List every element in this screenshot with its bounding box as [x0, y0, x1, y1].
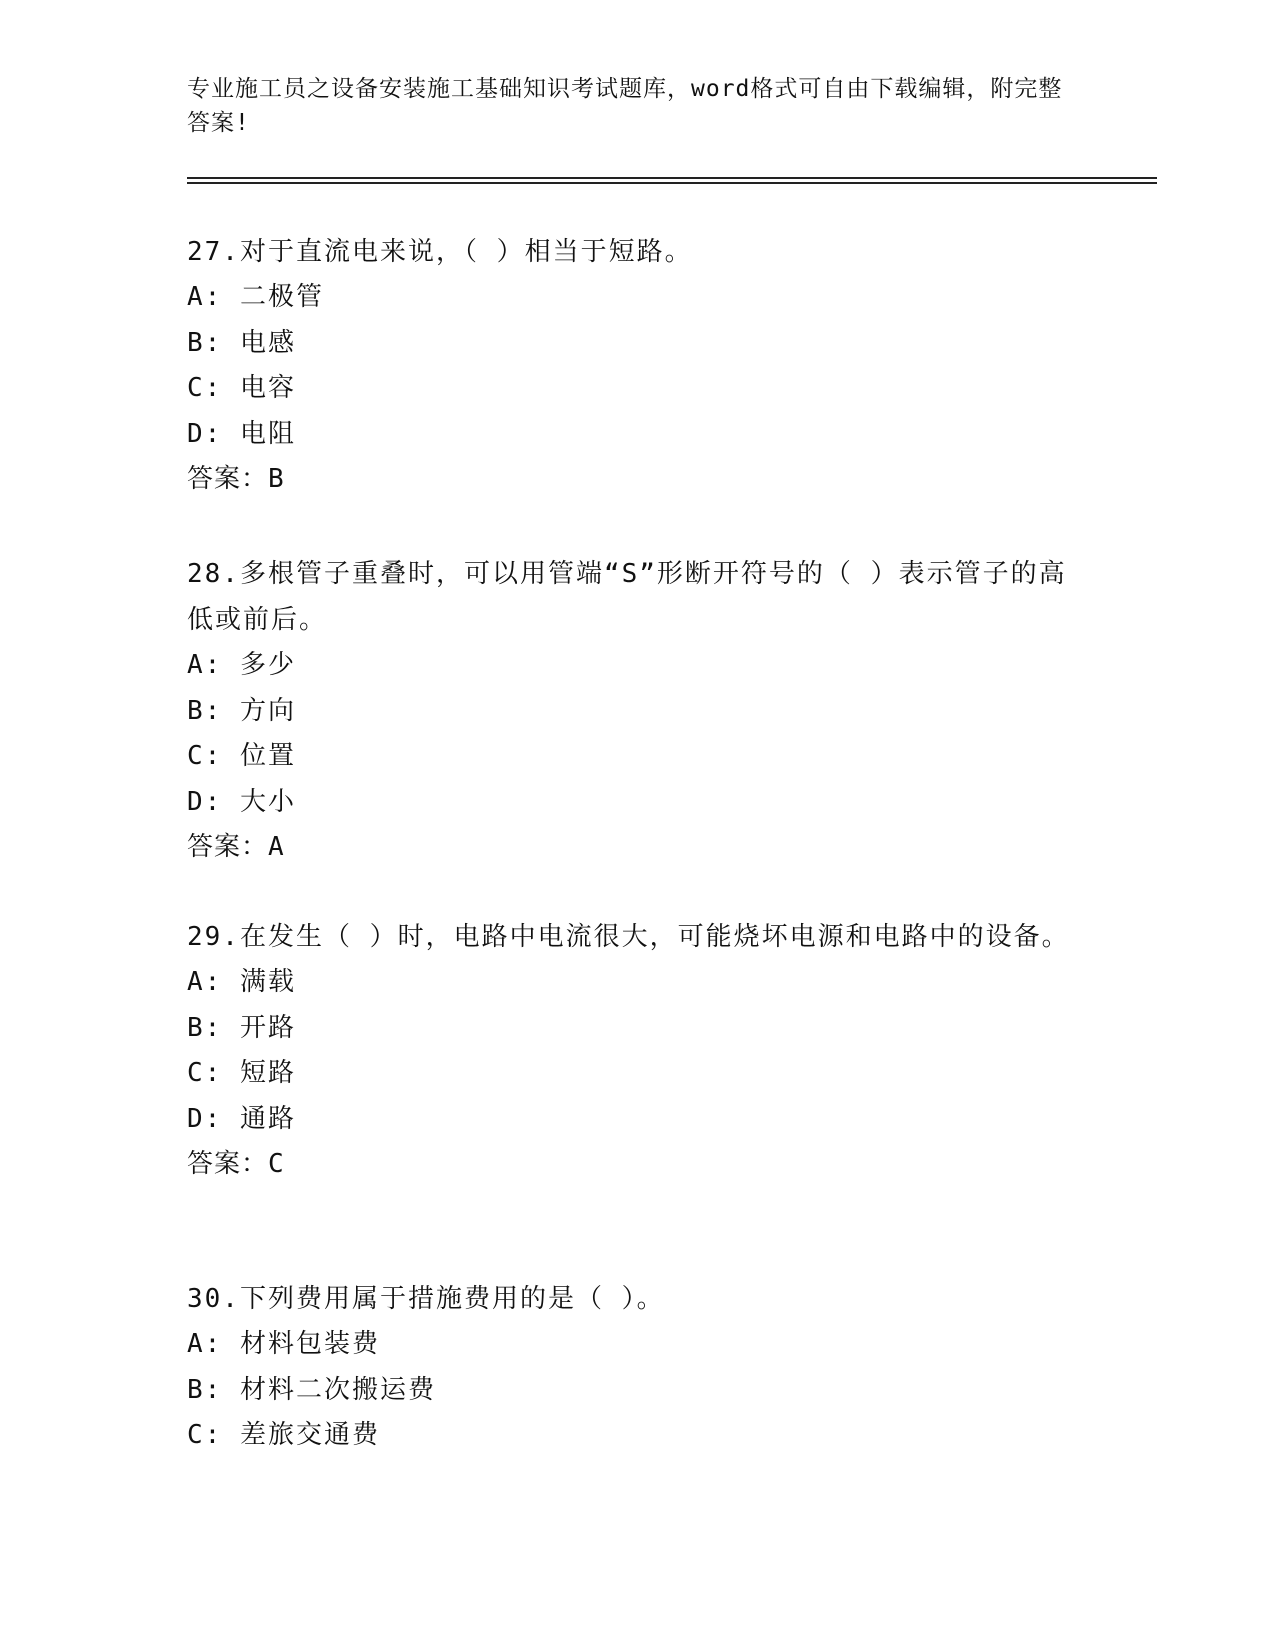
- question-29: [187, 914, 1087, 1187]
- question-27: [187, 229, 1087, 502]
- question-stem: 29.在发生（ ）时，电路中电流很大，可能烧坏电源和电路中的设备。: [187, 922, 1070, 952]
- question-stem: 27.对于直流电来说，（ ）相当于短路。: [187, 237, 693, 267]
- option-a: A: 二极管: [187, 282, 324, 312]
- answer-label: 答案：: [187, 464, 269, 494]
- answer-label: 答案：: [187, 1149, 269, 1179]
- option-a: A: 满载: [187, 967, 296, 997]
- option-a: A: 材料包装费: [187, 1329, 380, 1359]
- answer-line: [187, 1142, 1087, 1187]
- answer-label: 答案：: [187, 832, 269, 862]
- option-a: A: 多少: [187, 650, 296, 680]
- option-b: B: 方向: [187, 695, 296, 726]
- option-d: D: 通路: [187, 1103, 296, 1134]
- question-stem: 28.多根管子重叠时，可以用管端“S”形断开符号的（ ）表示管子的高低或前后。: [187, 559, 1067, 635]
- document-header: 专业施工员之设备安装施工基础知识考试题库，word格式可自由下载编辑，附完整答案!: [187, 76, 1063, 136]
- option-b: B: 电感: [187, 327, 296, 358]
- option-b: B: 开路: [187, 1012, 296, 1043]
- option-c: C: 电容: [187, 373, 296, 403]
- header-divider-bottom: [187, 182, 1157, 184]
- answer-value: A: [268, 832, 285, 862]
- option-d: D: 电阻: [187, 418, 296, 449]
- option-c: C: 短路: [187, 1058, 296, 1088]
- option-d: D: 大小: [187, 786, 296, 817]
- question-30: [187, 1276, 1087, 1459]
- option-c: C: 位置: [187, 741, 296, 771]
- question-28: [187, 551, 1087, 870]
- header-divider-top: [187, 177, 1157, 179]
- answer-value: B: [268, 464, 285, 494]
- answer-line: [187, 825, 1087, 870]
- answer-line: [187, 457, 1087, 502]
- option-b: B: 材料二次搬运费: [187, 1374, 436, 1405]
- option-c: C: 差旅交通费: [187, 1420, 380, 1450]
- answer-value: C: [268, 1149, 285, 1179]
- question-stem: 30.下列费用属于措施费用的是（ ）。: [187, 1284, 665, 1314]
